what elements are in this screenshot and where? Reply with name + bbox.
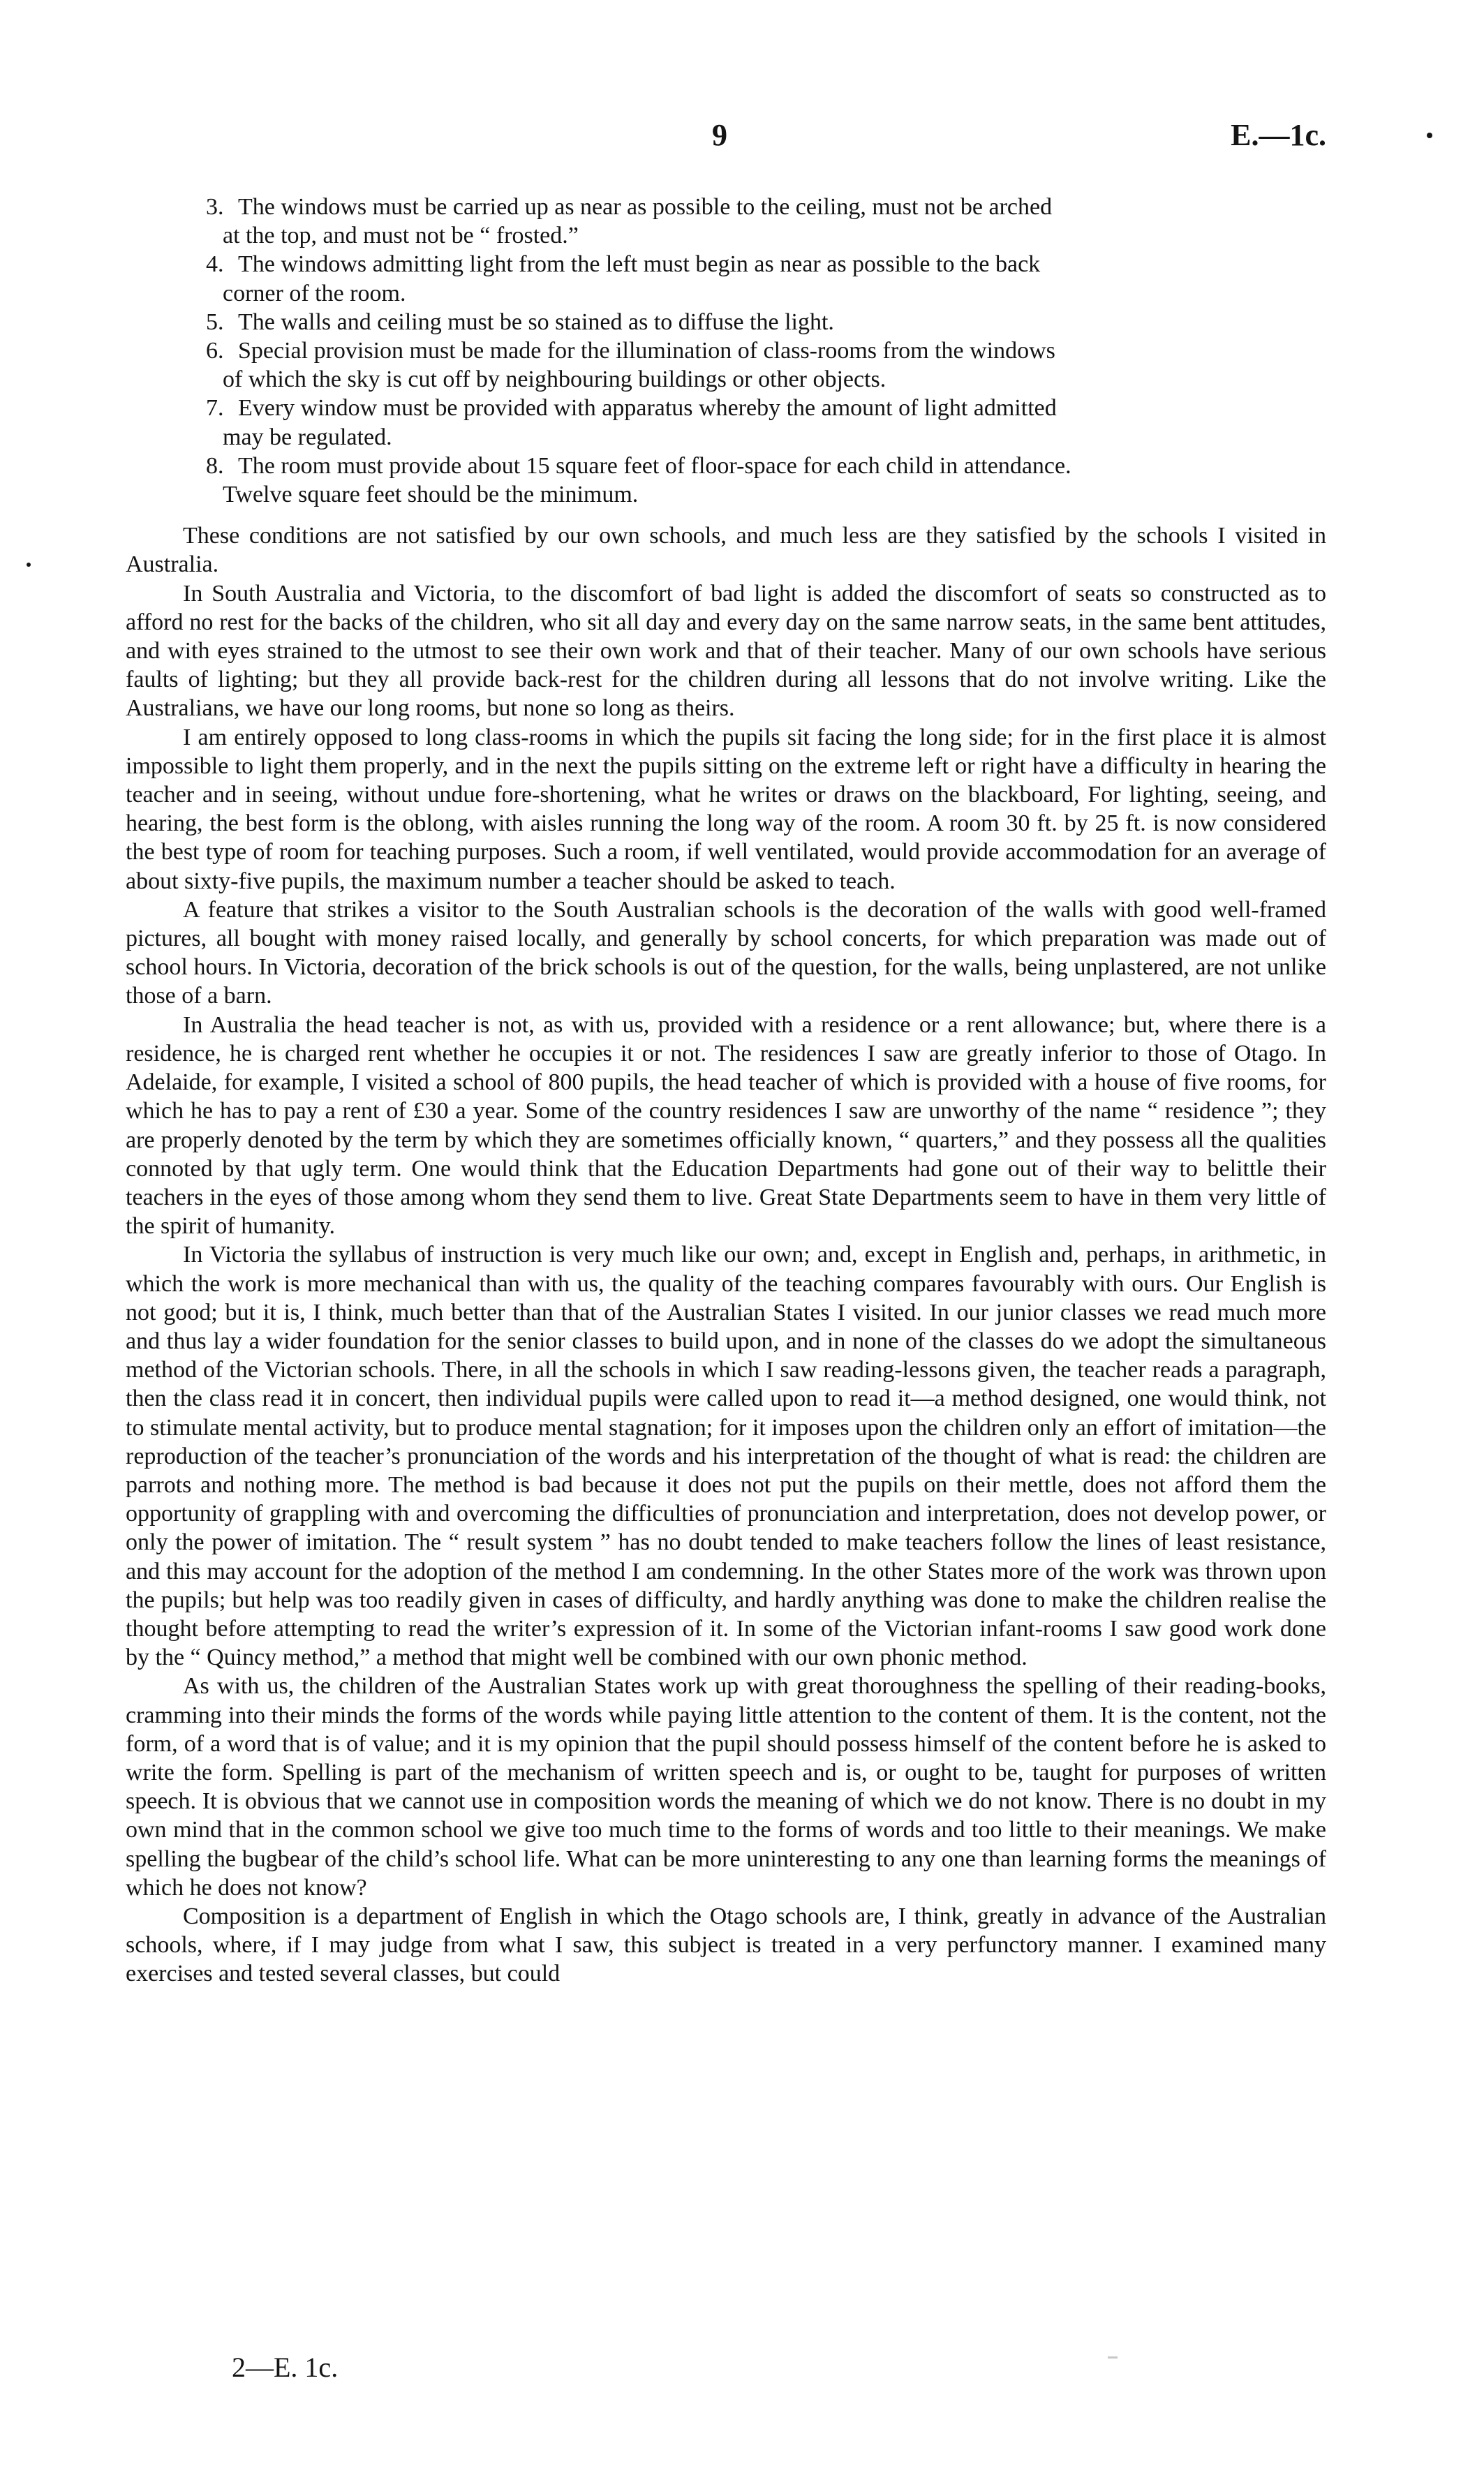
margin-mark-left	[27, 563, 31, 567]
list-item: 4. The windows admitting light from the left must begin as near as possible to the back corner of the room.	[206, 251, 1041, 306]
paragraph-wall-decoration: A feature that strikes a visitor to the South Australian schools is the decoration of the walls with good well-framed pictures, all bought with money raised locally, and generally by school concerts, for which preparation was made out of school hours. In Victoria, decoration of the brick schools is out of the question, for the walls, being unplastered, are not unlike those of a barn.	[126, 896, 1326, 1009]
margin-mark	[1427, 133, 1432, 138]
scan-smudge	[1108, 2356, 1118, 2359]
paragraph-conditions-not-satisfied: These conditions are not satisfied by our own schools, and much less are they satisfied by the schools I visited in Australia.	[126, 523, 1326, 578]
signature-mark: 2—E. 1c.	[232, 2352, 339, 2383]
document-reference: E.—1c.	[1231, 118, 1326, 152]
page-header	[126, 117, 1326, 159]
paragraph-syllabus: In Victoria the syllabus of instruction is very much like our own; and, except in English and, perhaps, in arithmetic, in which the work is more mechanical than with us, the quality of the teaching compares favourably with ours. Our English is not good; but it is, I think, much better than that of the Australian States I visited. In our junior classes we read much more and thus lay a wider foundation for the senior classes to build upon, and in none of the classes do we adopt the simultaneous method of the Victorian schools. There, in all the schools in which I saw reading-lessons given, the teacher reads a paragraph, then the class read it in concert, then individual pupils were called upon to read it—a method designed, one would think, not to stimulate mental activity, but to produce mental stagnation; for it imposes upon the children only an effort of imitation—the reproduction of the teacher’s pronunciation of the words and his interpretation of the thought of what is read: the children are parrots and nothing more. The method is bad because it does not put the pupils on their mettle, does not afford them the opportunity of grappling with and overcoming the difficulties of pronunciation and interpretation, does not develop power, or only the power of imitation. The “ result system ” has no doubt tended to make teachers follow the lines of least resistance, and this may account for the adoption of the method I am condemning. In the other States more of the work was thrown upon the pupils; but help was too readily given in cases of difficulty, and hardly anything was done to make the children realise the thought before attempting to read the writer’s expression of it. In some of the Victorian infant-rooms I saw good work done by the “ Quincy method,” a method that might well be combined with our own phonic method.	[126, 1242, 1326, 1671]
paragraph-composition: Composition is a department of English in which the Otago schools are, I think, greatly in advance of the Australian schools, where, if I may judge from what I saw, this subject is treated in a very perfunctory manner. I examined many exercises and tested several classes, but could	[126, 1903, 1326, 1987]
paragraph-residences: In Australia the head teacher is not, as with us, provided with a residence or a rent allowance; but, where there is a residence, he is charged rent whether he occupies it or not. The residences I saw are greatly inferior to those of Otago. In Adelaide, for example, I visited a school of 800 pupils, the head teacher of which is provided with a house of five rooms, for which he has to pay a rent of £30 a year. Some of the country residences I saw are unworthy of the name “ residence ”; they are properly denoted by the term by which they are sometimes officially known, “ quarters,” and they possess all the qualities connoted by that ugly term. One would think that the Education Departments had gone out of their way to belittle their teachers in the eyes of those among whom they send them to live. Great State Departments seem to have in them very little of the spirit of humanity.	[126, 1011, 1326, 1240]
list-item: 7. Every window must be provided with apparatus whereby the amount of light admitted may be regulated.	[206, 395, 1057, 450]
list-item: 6. Special provision must be made for the illumination of class-rooms from the windows of which the sky is cut off by neighbouring buildings or other objects.	[206, 338, 1055, 393]
body-text	[126, 193, 1326, 1989]
paragraph-spelling: As with us, the children of the Australian States work up with great thoroughness the spelling of their reading-books, cramming into their minds the forms of the words while paying little attention to the content of them. It is the content, not the form, of a word that is of value; and it is my opinion that the pupil should possess himself of the content before he is asked to write the form. Spelling is part of the mechanism of written speech and is, or ought to be, taught for purposes of written speech. It is obvious that we cannot use in composition words the meaning of which we do not know. There is no doubt in my own mind that in the common school we give too much time to the forms of words and too little to their meanings. We make spelling the bugbear of the child’s school life. What can be more uninteresting to any one than learning forms the meanings of which he does not know?	[126, 1673, 1326, 1901]
page-number: 9	[712, 118, 727, 152]
list-item: 3. The windows must be carried up as near as possible to the ceiling, must not be arched at the top, and must not be “ frosted.”	[206, 194, 1053, 249]
conditions-list	[126, 193, 1326, 509]
paragraph-long-classrooms: I am entirely opposed to long class-rooms in which the pupils sit facing the long side; for in the first place it is almost impossible to light them properly, and in the next the pupils sitting on the extreme left or right have a difficulty in hearing the teacher and in seeing, without undue fore-shortening, what he writes or draws on the blackboard, For lighting, seeing, and hearing, the best form is the oblong, with aisles running the long way of the room. A room 30 ft. by 25 ft. is now considered the best type of room for teaching purposes. Such a room, if well ventilated, would provide accommodation for an average of about sixty-five pupils, the maximum number a teacher should be asked to teach.	[126, 724, 1326, 894]
list-item: 8. The room must provide about 15 square feet of floor-space for each child in attendance. Twelve square feet should be the minimum.	[206, 452, 1071, 508]
paragraph-seating: In South Australia and Victoria, to the discomfort of bad light is added the discomfort of seats so constructed as to afford no rest for the backs of the children, who sit all day and every day on the same narrow seats, in the same bent attitudes, and with eyes strained to the utmost to see their own work and that of their teacher. Many of our own schools have serious faults of lighting; but they all provide back-rest for the children during all lessons that do not involve writing. Like the Australians, we have our long rooms, but none so long as theirs.	[126, 580, 1326, 722]
list-item: 5. The walls and ceiling must be so stained as to diffuse the light.	[206, 309, 834, 335]
